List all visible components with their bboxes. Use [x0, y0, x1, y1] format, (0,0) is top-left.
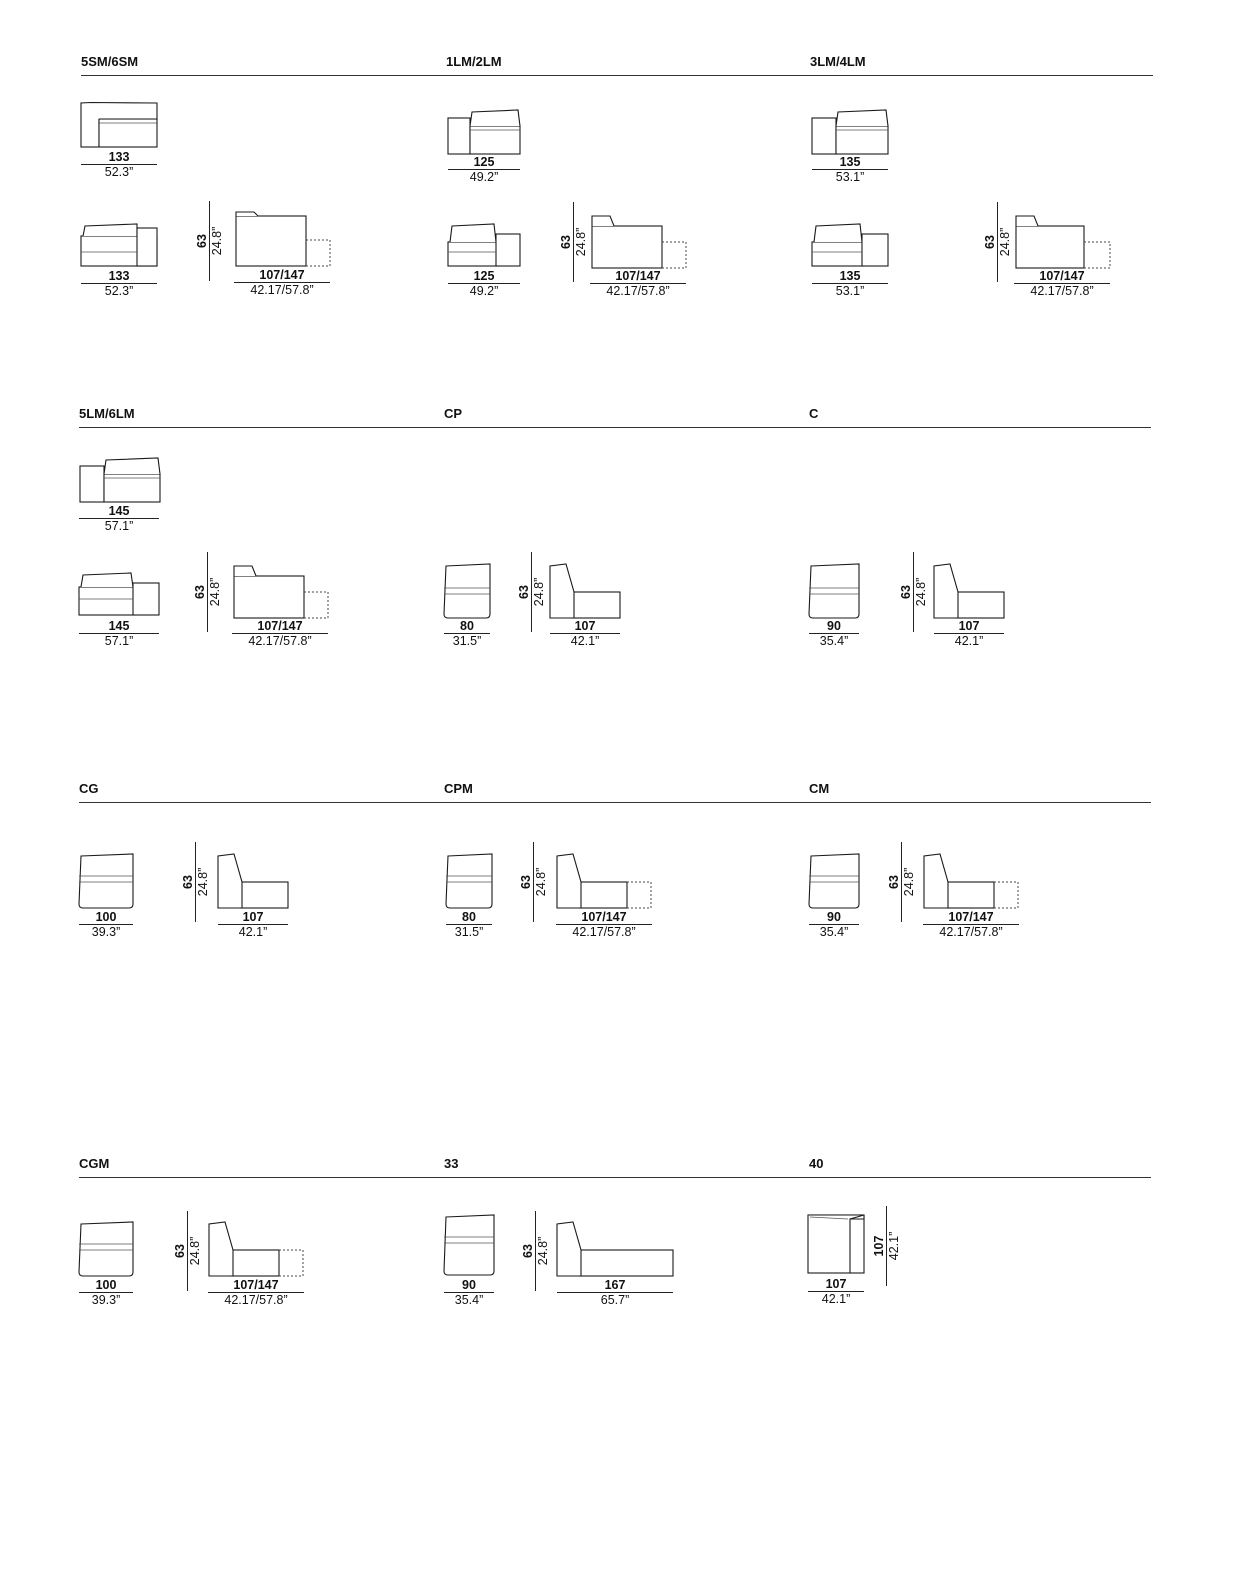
module-c	[809, 406, 1161, 706]
side-view-drawing	[934, 564, 1006, 620]
dimension-cm: 135	[812, 269, 888, 284]
section-title: C	[809, 406, 819, 421]
dimension-cm: 107/147	[590, 269, 686, 284]
height-dimension	[887, 842, 917, 922]
dimension-cm: 167	[557, 1278, 673, 1293]
dimension-inches: 42.17/57.8”	[606, 284, 670, 298]
front-view-drawing	[79, 573, 163, 617]
depth-dimension	[550, 619, 620, 648]
dimension-cm: 107/147	[556, 910, 652, 925]
width-dimension	[809, 619, 859, 648]
height-dimension	[899, 552, 929, 632]
width-dimension	[79, 619, 159, 648]
side-view-drawing	[592, 214, 688, 270]
dimension-cm: 107/147	[234, 268, 330, 283]
depth-dimension	[590, 269, 686, 298]
dimension-cm: 90	[444, 1278, 494, 1293]
side-view-drawing	[209, 1222, 305, 1278]
front-view-drawing	[448, 224, 524, 268]
depth-dimension	[234, 268, 330, 297]
width-dimension	[809, 910, 859, 939]
top-view-drawing	[448, 110, 524, 156]
dimension-cm: 107	[218, 910, 288, 925]
depth-dimension	[208, 1278, 304, 1307]
section-title: 5SM/6SM	[81, 54, 139, 69]
section-title: 40	[809, 1156, 824, 1171]
side-view-drawing	[557, 1222, 677, 1278]
dimension-cm: 90	[809, 619, 859, 634]
dimension-inches: 31.5”	[454, 925, 484, 939]
top-view-drawing	[81, 103, 161, 149]
dimension-inches: 49.2”	[469, 284, 499, 298]
dimension-inches: 52.3”	[104, 165, 134, 179]
top-view-drawing	[812, 110, 892, 156]
dimension-cm: 63	[899, 552, 914, 632]
depth-dimension	[232, 619, 328, 648]
dimension-cm: 107	[550, 619, 620, 634]
dimension-inches: 42.17/57.8”	[939, 925, 1003, 939]
dimension-cm: 63	[519, 842, 534, 922]
dimension-inches: 49.2”	[469, 170, 499, 184]
dimension-inches: 57.1”	[104, 634, 134, 648]
dimension-cm: 133	[81, 269, 157, 284]
dimension-cm: 63	[193, 552, 208, 632]
side-view-drawing	[218, 854, 290, 910]
depth-dimension	[1014, 269, 1110, 298]
dimension-inches: 35.4”	[819, 925, 849, 939]
width-dimension	[79, 910, 133, 939]
side-view-drawing	[236, 212, 332, 268]
width-dimension	[81, 269, 157, 298]
height-dimension	[983, 202, 1013, 282]
dimension-cm: 107/147	[923, 910, 1019, 925]
height-dimension	[519, 842, 549, 922]
dimension-cm: 107/147	[1014, 269, 1110, 284]
dimension-cm: 125	[448, 269, 520, 284]
top-view-drawing	[808, 1215, 868, 1277]
side-view-drawing	[234, 564, 330, 620]
dimension-cm: 100	[79, 910, 133, 925]
dimension-cm: 80	[446, 910, 492, 925]
depth-dimension	[923, 910, 1019, 939]
width-dimension	[79, 1278, 133, 1307]
height-dimension	[559, 202, 589, 282]
width-dimension	[812, 269, 888, 298]
height-dimension	[193, 552, 223, 632]
side-view-drawing	[1016, 214, 1112, 270]
dimension-cm: 145	[79, 504, 159, 519]
dimension-cm: 63	[983, 202, 998, 282]
dimension-inches: 24.8”	[536, 1236, 550, 1266]
height-dimension	[173, 1211, 203, 1291]
section-title: 1LM/2LM	[446, 54, 502, 69]
dimension-cm: 145	[79, 619, 159, 634]
section-title: CPM	[444, 781, 473, 796]
dimension-inches: 24.8”	[534, 867, 548, 897]
dimension-inches: 42.1”	[570, 634, 600, 648]
front-view-drawing	[809, 564, 865, 620]
dimension-cm: 107/147	[208, 1278, 304, 1293]
dimension-inches: 31.5”	[452, 634, 482, 648]
depth-dimension	[557, 1278, 673, 1307]
dimension-inches: 53.1”	[835, 170, 865, 184]
dimension-inches: 35.4”	[819, 634, 849, 648]
height-dimension	[521, 1211, 551, 1291]
side-view-drawing	[924, 854, 1020, 910]
front-view-drawing	[79, 1222, 139, 1278]
dimension-cm: 107	[872, 1206, 887, 1286]
width-dimension	[808, 1277, 864, 1306]
dimension-cm: 63	[181, 842, 196, 922]
dimension-inches: 24.8”	[210, 226, 224, 256]
front-view-drawing	[81, 224, 161, 268]
dimension-inches: 42.17/57.8”	[250, 283, 314, 297]
width-dimension	[448, 155, 520, 184]
dimension-cm: 125	[448, 155, 520, 170]
dimension-inches: 24.8”	[914, 577, 928, 607]
module-5sm-6sm	[81, 54, 433, 354]
module-40	[809, 1156, 1161, 1456]
module-5lm-6lm	[79, 406, 431, 706]
top-view-drawing	[80, 458, 164, 504]
height-dimension	[181, 842, 211, 922]
dimension-cm: 63	[521, 1211, 536, 1291]
dimension-cm: 63	[517, 552, 532, 632]
dimension-cm: 63	[173, 1211, 188, 1291]
section-title: 33	[444, 1156, 459, 1171]
front-view-drawing	[79, 854, 139, 910]
width-dimension	[444, 619, 490, 648]
dimension-cm: 133	[81, 150, 157, 165]
dimension-inches: 24.8”	[188, 1236, 202, 1266]
module-cp	[444, 406, 796, 706]
dimension-inches: 42.1”	[238, 925, 268, 939]
dimension-inches: 24.8”	[574, 227, 588, 257]
dimension-cm: 107	[808, 1277, 864, 1292]
depth-dimension	[872, 1206, 902, 1286]
dimension-inches: 39.3”	[91, 1293, 121, 1307]
section-title: CG	[79, 781, 99, 796]
depth-dimension	[556, 910, 652, 939]
dimension-inches: 52.3”	[104, 284, 134, 298]
dimension-cm: 63	[559, 202, 574, 282]
side-view-drawing	[550, 564, 622, 620]
depth-dimension	[218, 910, 288, 939]
dimension-inches: 39.3”	[91, 925, 121, 939]
dimension-inches: 65.7”	[600, 1293, 630, 1307]
width-dimension	[444, 1278, 494, 1307]
width-dimension	[812, 155, 888, 184]
section-title: CP	[444, 406, 463, 421]
front-view-drawing	[812, 224, 892, 268]
width-dimension	[446, 910, 492, 939]
width-dimension	[81, 150, 157, 179]
dimension-inches: 24.8”	[532, 577, 546, 607]
dimension-inches: 57.1”	[104, 519, 134, 533]
dimension-cm: 100	[79, 1278, 133, 1293]
section-title: 3LM/4LM	[810, 54, 866, 69]
dimension-inches: 24.8”	[998, 227, 1012, 257]
dimension-inches: 24.8”	[902, 867, 916, 897]
dimension-cm: 63	[887, 842, 902, 922]
depth-dimension	[934, 619, 1004, 648]
dimension-cm: 107	[934, 619, 1004, 634]
front-view-drawing	[809, 854, 865, 910]
dimension-inches: 42.17/57.8”	[248, 634, 312, 648]
front-view-drawing	[444, 564, 494, 620]
dimension-inches: 35.4”	[454, 1293, 484, 1307]
dimension-cm: 135	[812, 155, 888, 170]
section-title: CGM	[79, 1156, 110, 1171]
height-dimension	[517, 552, 547, 632]
dimension-inches: 42.17/57.8”	[572, 925, 636, 939]
width-dimension	[448, 269, 520, 298]
dimension-inches: 42.17/57.8”	[1030, 284, 1094, 298]
dimension-cm: 90	[809, 910, 859, 925]
side-view-drawing	[557, 854, 653, 910]
section-title: CM	[809, 781, 830, 796]
dimension-inches: 42.1”	[954, 634, 984, 648]
section-title: 5LM/6LM	[79, 406, 135, 421]
front-view-drawing	[444, 1215, 500, 1277]
dimension-inches: 42.1”	[821, 1292, 851, 1306]
front-view-drawing	[446, 854, 496, 910]
dimension-cm: 107/147	[232, 619, 328, 634]
dimension-inches: 42.1”	[887, 1231, 901, 1261]
dimension-cm: 80	[444, 619, 490, 634]
dimension-cm: 63	[195, 201, 210, 281]
height-dimension	[195, 201, 225, 281]
dimension-inches: 24.8”	[208, 577, 222, 607]
module-1lm-2lm	[446, 54, 798, 354]
dimension-inches: 24.8”	[196, 867, 210, 897]
dimension-inches: 53.1”	[835, 284, 865, 298]
dimension-inches: 42.17/57.8”	[224, 1293, 288, 1307]
width-dimension	[79, 504, 159, 533]
